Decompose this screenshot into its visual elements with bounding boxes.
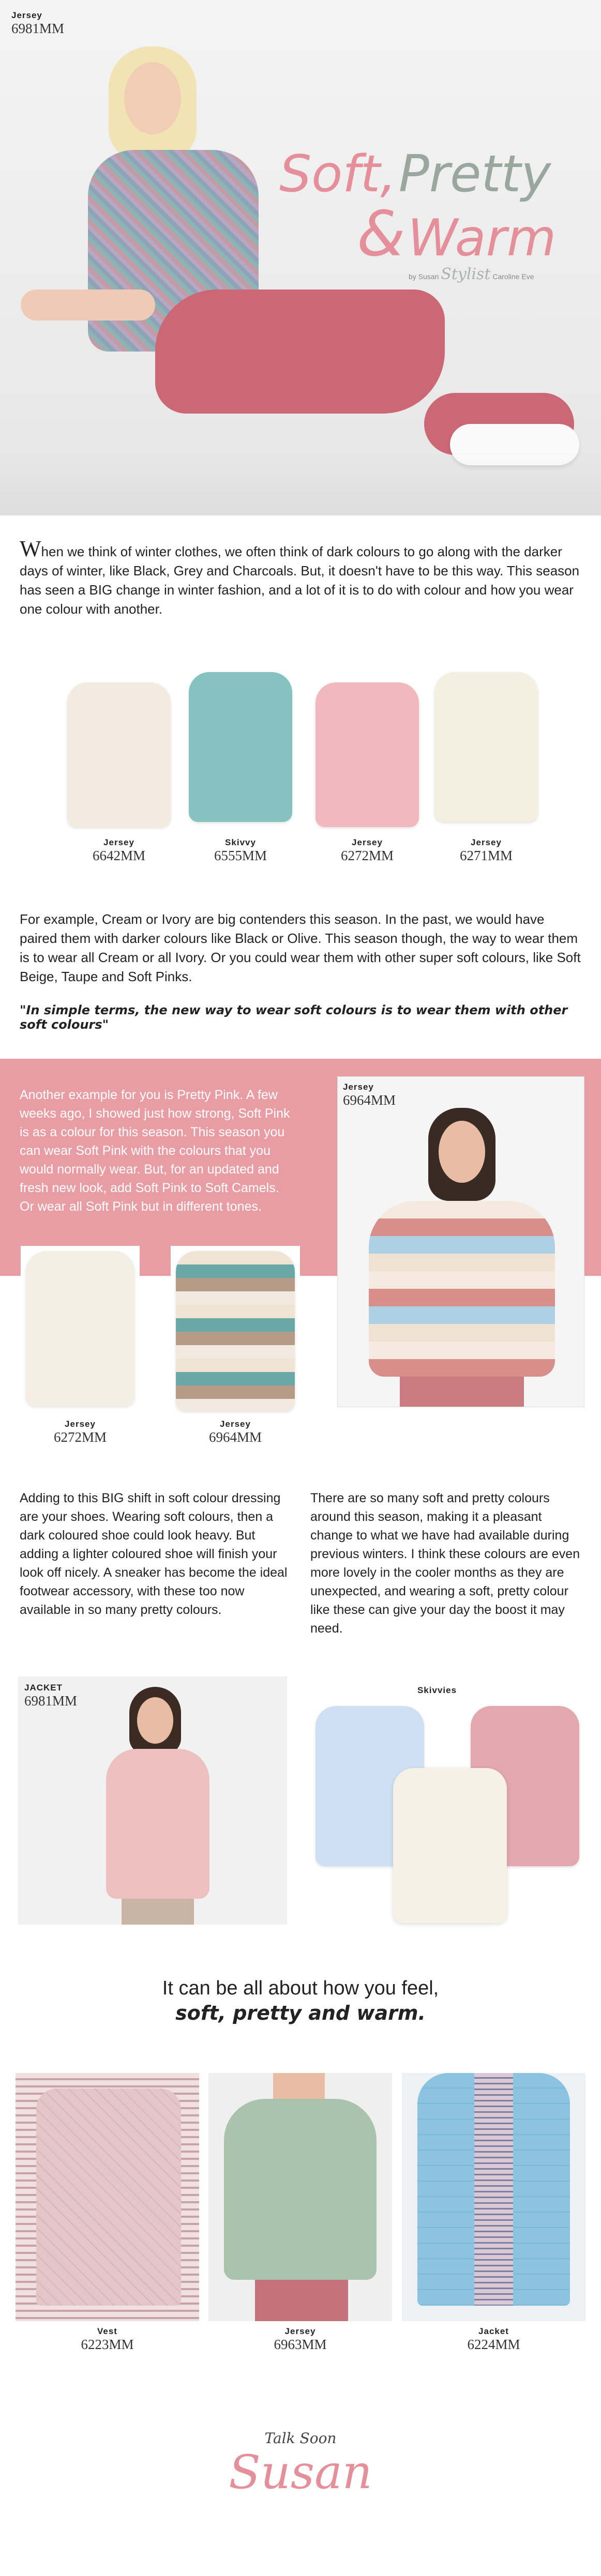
- hero-byline: [409, 265, 600, 283]
- vneck-cream-shape: [26, 1251, 134, 1406]
- caption-pink-1: [13, 1419, 147, 1445]
- hero-title: [279, 145, 600, 283]
- item-type: Jersey: [103, 837, 134, 847]
- item-code: 6964MM: [208, 1429, 262, 1445]
- model-photo-6964[interactable]: [337, 1076, 584, 1407]
- green-jersey: [224, 2099, 377, 2280]
- hero-type: Jersey: [11, 10, 42, 20]
- skivvy-cream-shape: [393, 1768, 507, 1923]
- model-photo-vest[interactable]: [16, 2073, 199, 2321]
- jacket-code: 6981MM: [24, 1693, 78, 1709]
- product-skivvies-6554[interactable]: [310, 1696, 584, 1928]
- model-code: 6964MM: [343, 1092, 396, 1108]
- byline-prefix: by Susan: [409, 272, 439, 281]
- product-skivvy-6555[interactable]: [181, 667, 300, 827]
- quilted-vest: [36, 2089, 181, 2306]
- item-type: Jersey: [65, 1419, 96, 1429]
- item-code: 6272MM: [53, 1429, 107, 1445]
- jacket-shape: [106, 1749, 209, 1899]
- model-type: Jersey: [343, 1082, 374, 1092]
- signoff-name: Susan: [229, 2445, 372, 2499]
- item-code: 6642MM: [92, 848, 145, 863]
- byline-suffix: Caroline Eve: [492, 272, 534, 281]
- item-code: 6224MM: [467, 2337, 520, 2352]
- item-code: 6223MM: [81, 2337, 134, 2352]
- caption-row3-1: [41, 2326, 173, 2353]
- item-type: Vest: [97, 2326, 117, 2336]
- caption-row1-4: [419, 837, 553, 864]
- product-jersey-6642[interactable]: [59, 672, 178, 832]
- model-face: [439, 1121, 485, 1183]
- item-type: Jersey: [471, 837, 502, 847]
- caption-row3-2: [234, 2326, 366, 2353]
- striped-inner-top: [474, 2073, 513, 2306]
- model-caption: [343, 1082, 396, 1108]
- jacket-model-trousers: [122, 1899, 194, 1925]
- title-soft: Soft,: [279, 145, 397, 204]
- skivvies-type: Skivvies: [417, 1685, 457, 1695]
- jacket-type: JACKET: [24, 1683, 63, 1693]
- arm: [21, 289, 155, 321]
- column-right-colours: There are so many soft and pretty colours around this season, making it a pleasant change to what we have had available during previous winters. I think these colours are even more lovely in the cooler months as they are unexpected, and wearing a soft, pretty colour like these can give your day the boost it may need.: [310, 1491, 580, 1636]
- item-type: Jersey: [220, 1419, 251, 1429]
- floor-shadow: [0, 450, 601, 515]
- jersey-cream-shape: [67, 682, 171, 827]
- skivvy-teal-shape: [189, 672, 292, 822]
- item-code: 6555MM: [214, 848, 267, 863]
- item-code: 6272MM: [340, 848, 394, 863]
- column-left-shoes: Adding to this BIG shift in soft colour dressing are your shoes. Wearing soft colours, then a dark coloured shoe could look heavy. But adding a lighter coloured shoe will finish your look off nicely. A sneaker has become the ideal footwear accessory, with these too now available in so many pretty colours.: [20, 1491, 288, 1617]
- caption-row1-3: [300, 837, 434, 864]
- item-code: 6963MM: [274, 2337, 327, 2352]
- jacket-caption: [24, 1683, 77, 1709]
- caption-row1-1: [52, 837, 186, 864]
- striped-jersey: [369, 1201, 555, 1377]
- signoff-line1: Talk Soon: [264, 2430, 337, 2447]
- intro-text: hen we think of winter clothes, we often think of dark colours to go along with the darker days of winter, like Black, Grey and Charcoals. But, it doesn't have to be this way. This season has seen a BIG change in winter fashion, and a lot of it is to do with colour and how you wear one colour with another.: [20, 544, 580, 617]
- trousers: [155, 289, 445, 414]
- jersey-model-trousers: [255, 2280, 348, 2321]
- striped-shape: [176, 1251, 295, 1411]
- hero-code: 6981MM: [11, 21, 65, 36]
- caption-row1-2: [173, 837, 308, 864]
- intro-dropcap: W: [20, 536, 41, 561]
- title-warm: Warm: [408, 209, 557, 268]
- product-jersey-6272-pink[interactable]: [308, 672, 427, 832]
- tagline-line2: soft, pretty and warm.: [175, 2002, 426, 2024]
- pink-paragraph: Another example for you is Pretty Pink. A few weeks ago, I showed just how strong, Soft Pink is as a colour for this season. This season you can wear Soft Pink with the colours that you would normally wear. But, for an updated and fresh new look, add Soft Pink to Soft Camels. Or wear all Soft Pink but in different tones.: [20, 1088, 290, 1214]
- face: [124, 62, 181, 134]
- model-photo-jersey-6963[interactable]: [208, 2073, 392, 2321]
- item-type: Jersey: [284, 2326, 316, 2336]
- item-type: Jersey: [352, 837, 383, 847]
- caption-pink-2: [168, 1419, 303, 1445]
- model-trousers: [400, 1377, 524, 1407]
- model-photo-jacket-6224[interactable]: [402, 2073, 585, 2321]
- paragraph-cream-ivory: For example, Cream or Ivory are big contenders this season. In the past, we would have paired them with darker colours like Black or Olive. This season though, the way to wear them is to wear all Cream or all Ivory. Or you could wear them with other super soft colours, like Soft Beige, Taupe and Soft Pinks.: [20, 911, 581, 984]
- model-photo-jacket[interactable]: [18, 1676, 287, 1925]
- item-type: Skivvy: [225, 837, 256, 847]
- hero-caption: [11, 10, 64, 37]
- caption-row3-3: [428, 2326, 560, 2353]
- item-code: 6271MM: [459, 848, 513, 863]
- item-type: Jacket: [478, 2326, 509, 2336]
- product-jersey-6964-striped[interactable]: [171, 1246, 300, 1416]
- jersey-pink-shape: [315, 682, 419, 827]
- pull-quote: "In simple terms, the new way to wear soft colours is to wear them with other soft colours": [20, 1003, 568, 1032]
- title-pretty: Pretty: [398, 145, 551, 204]
- product-jersey-6272-cream[interactable]: [21, 1246, 140, 1411]
- jacket-model-face: [137, 1697, 173, 1744]
- jersey-ivory-shape: [434, 672, 538, 822]
- product-jersey-6271[interactable]: [427, 667, 546, 827]
- byline-script: Stylist: [441, 265, 491, 283]
- hero-banner: [0, 0, 601, 515]
- title-ampersand: &: [357, 199, 405, 270]
- tagline-line1: It can be all about how you feel,: [162, 1977, 439, 1999]
- intro-paragraph: [20, 536, 583, 619]
